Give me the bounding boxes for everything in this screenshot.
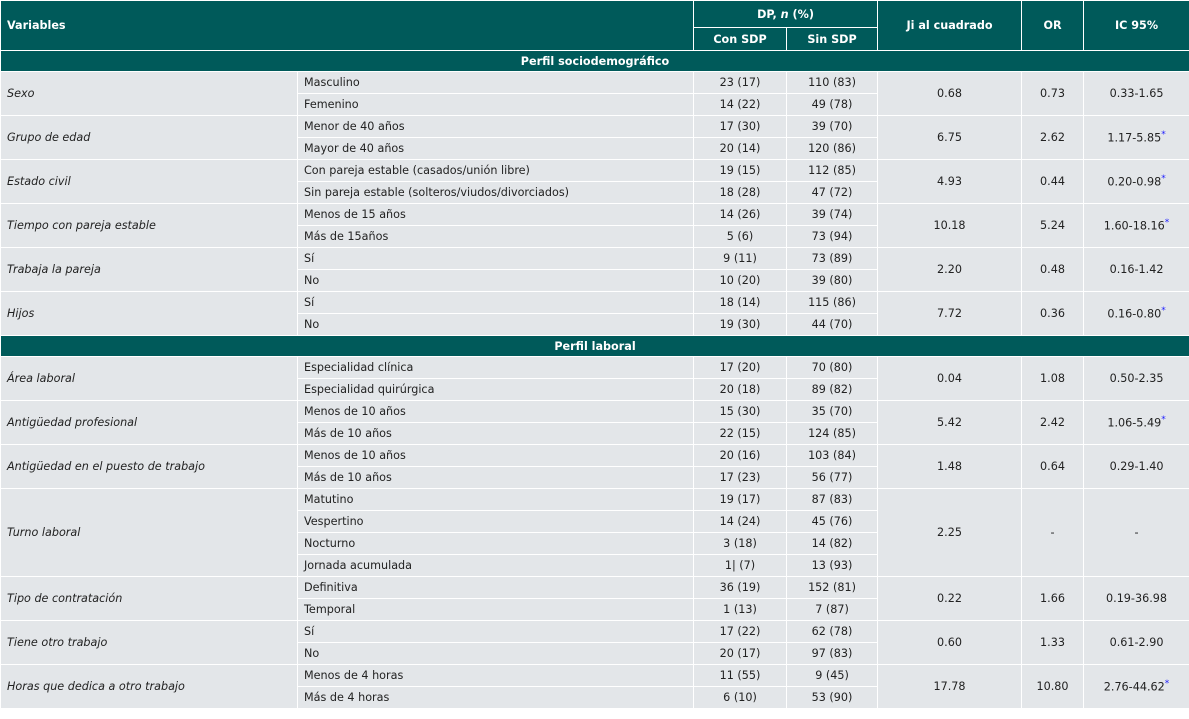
ic-value (1084, 577, 1189, 621)
sin-sdp-value: 70 (80) (787, 357, 878, 379)
ic-value (1084, 160, 1189, 204)
ji-value: 10.18 (878, 204, 1022, 248)
variable-name: Área laboral (1, 357, 298, 401)
ic-range: 1.17-5.85 (1107, 131, 1162, 145)
con-sdp-value: 6 (10) (694, 687, 787, 709)
ic-value (1084, 292, 1189, 336)
con-sdp-value: 20 (17) (694, 643, 787, 665)
header-dp: DP, n (%) (694, 1, 878, 28)
ic-value (1084, 116, 1189, 160)
ic-range: 2.76-44.62 (1103, 680, 1165, 694)
sin-sdp-value: 110 (83) (787, 72, 878, 94)
con-sdp-value: 20 (18) (694, 379, 787, 401)
header-variables: Variables (1, 1, 694, 51)
variable-name: Tiene otro trabajo (1, 621, 298, 665)
or-value: 1.33 (1022, 621, 1084, 665)
ji-value: 4.93 (878, 160, 1022, 204)
con-sdp-value: 19 (15) (694, 160, 787, 182)
table-row (1, 204, 1189, 226)
sin-sdp-value: 62 (78) (787, 621, 878, 643)
or-value: 0.36 (1022, 292, 1084, 336)
section-row (1, 51, 1189, 72)
ic-range: 0.29-1.40 (1109, 460, 1164, 473)
table-row (1, 621, 1189, 643)
category-label: Sí (298, 621, 694, 643)
ic-range: 1.06-5.49 (1107, 416, 1162, 430)
ic-value (1084, 665, 1189, 709)
ic-value (1084, 204, 1189, 248)
header-or: OR (1022, 1, 1084, 51)
category-label: No (298, 314, 694, 336)
or-value: 10.80 (1022, 665, 1084, 709)
sin-sdp-value: 39 (74) (787, 204, 878, 226)
category-label: Definitiva (298, 577, 694, 599)
table-row (1, 357, 1189, 379)
category-label: Menor de 40 años (298, 116, 694, 138)
category-label: No (298, 643, 694, 665)
sin-sdp-value: 120 (86) (787, 138, 878, 160)
ji-value: 1.48 (878, 445, 1022, 489)
ic-value (1084, 621, 1189, 665)
or-value: 0.44 (1022, 160, 1084, 204)
category-label: No (298, 270, 694, 292)
sin-sdp-value: 124 (85) (787, 423, 878, 445)
sin-sdp-value: 39 (70) (787, 116, 878, 138)
category-label: Más de 10 años (298, 423, 694, 445)
ji-value: 0.60 (878, 621, 1022, 665)
sin-sdp-value: 7 (87) (787, 599, 878, 621)
section-title: Perfil laboral (1, 336, 1189, 357)
ic-range: 0.20-0.98 (1107, 175, 1162, 189)
category-label: Nocturno (298, 533, 694, 555)
or-value: 2.42 (1022, 401, 1084, 445)
sin-sdp-value: 103 (84) (787, 445, 878, 467)
sin-sdp-value: 115 (86) (787, 292, 878, 314)
sin-sdp-value: 14 (82) (787, 533, 878, 555)
sin-sdp-value: 73 (89) (787, 248, 878, 270)
significance-asterisk: * (1164, 679, 1170, 690)
category-label: Especialidad quirúrgica (298, 379, 694, 401)
variable-name: Hijos (1, 292, 298, 336)
category-label: Sin pareja estable (solteros/viudos/divorciados) (298, 182, 694, 204)
table-row (1, 248, 1189, 270)
sin-sdp-value: 73 (94) (787, 226, 878, 248)
con-sdp-value: 22 (15) (694, 423, 787, 445)
table-row (1, 577, 1189, 599)
category-label: Con pareja estable (casados/unión libre) (298, 160, 694, 182)
table-body (1, 51, 1189, 709)
category-label: Sí (298, 248, 694, 270)
category-label: Vespertino (298, 511, 694, 533)
sin-sdp-value: 112 (85) (787, 160, 878, 182)
header-ji: Ji al cuadrado (878, 1, 1022, 51)
significance-asterisk: * (1161, 174, 1166, 185)
ic-value (1084, 445, 1189, 489)
ic-range: 0.19-36.98 (1106, 592, 1167, 605)
or-value: 0.73 (1022, 72, 1084, 116)
con-sdp-value: 14 (24) (694, 511, 787, 533)
sin-sdp-value: 53 (90) (787, 687, 878, 709)
con-sdp-value: 23 (17) (694, 72, 787, 94)
or-value: 0.48 (1022, 248, 1084, 292)
ji-value: 0.04 (878, 357, 1022, 401)
con-sdp-value: 10 (20) (694, 270, 787, 292)
table-row (1, 116, 1189, 138)
ji-value: 0.68 (878, 72, 1022, 116)
con-sdp-value: 36 (19) (694, 577, 787, 599)
con-sdp-value: 5 (6) (694, 226, 787, 248)
or-value: 2.62 (1022, 116, 1084, 160)
ji-value: 2.20 (878, 248, 1022, 292)
ji-value: 6.75 (878, 116, 1022, 160)
or-value: 1.08 (1022, 357, 1084, 401)
category-label: Temporal (298, 599, 694, 621)
category-label: Más de 15años (298, 226, 694, 248)
header-ic: IC 95% (1084, 1, 1189, 51)
or-value: 1.66 (1022, 577, 1084, 621)
significance-asterisk: * (1161, 130, 1166, 141)
variable-name: Antigüedad profesional (1, 401, 298, 445)
con-sdp-value: 19 (17) (694, 489, 787, 511)
variable-name: Horas que dedica a otro trabajo (1, 665, 298, 709)
ic-range: 1.60-18.16 (1103, 219, 1165, 233)
or-value: 0.64 (1022, 445, 1084, 489)
con-sdp-value: 17 (20) (694, 357, 787, 379)
con-sdp-value: 14 (26) (694, 204, 787, 226)
variable-name: Sexo (1, 72, 298, 116)
category-label: Sí (298, 292, 694, 314)
con-sdp-value: 18 (28) (694, 182, 787, 204)
con-sdp-value: 3 (18) (694, 533, 787, 555)
con-sdp-value: 1 (13) (694, 599, 787, 621)
ic-range: 0.16-0.80 (1107, 307, 1162, 321)
variable-name: Tipo de contratación (1, 577, 298, 621)
category-label: Más de 4 horas (298, 687, 694, 709)
sin-sdp-value: 56 (77) (787, 467, 878, 489)
variable-name: Estado civil (1, 160, 298, 204)
sin-sdp-value: 47 (72) (787, 182, 878, 204)
sin-sdp-value: 9 (45) (787, 665, 878, 687)
category-label: Más de 10 años (298, 467, 694, 489)
variable-name: Grupo de edad (1, 116, 298, 160)
sin-sdp-value: 152 (81) (787, 577, 878, 599)
significance-asterisk: * (1161, 306, 1166, 317)
ic-range: - (1134, 526, 1139, 539)
con-sdp-value: 1| (7) (694, 555, 787, 577)
con-sdp-value: 17 (23) (694, 467, 787, 489)
header-sin-sdp: Sin SDP (787, 28, 878, 51)
ic-value (1084, 72, 1189, 116)
ji-value: 5.42 (878, 401, 1022, 445)
sin-sdp-value: 87 (83) (787, 489, 878, 511)
sin-sdp-value: 89 (82) (787, 379, 878, 401)
con-sdp-value: 17 (30) (694, 116, 787, 138)
sin-sdp-value: 49 (78) (787, 94, 878, 116)
category-label: Especialidad clínica (298, 357, 694, 379)
ji-value: 0.22 (878, 577, 1022, 621)
con-sdp-value: 20 (16) (694, 445, 787, 467)
con-sdp-value: 9 (11) (694, 248, 787, 270)
variable-name: Trabaja la pareja (1, 248, 298, 292)
table-header (1, 1, 1189, 51)
sin-sdp-value: 35 (70) (787, 401, 878, 423)
table-row (1, 72, 1189, 94)
category-label: Mayor de 40 años (298, 138, 694, 160)
category-label: Menos de 10 años (298, 401, 694, 423)
con-sdp-value: 17 (22) (694, 621, 787, 643)
ic-range: 0.33-1.65 (1109, 87, 1164, 100)
table-row (1, 160, 1189, 182)
ic-range: 0.61-2.90 (1109, 636, 1164, 649)
variable-name: Turno laboral (1, 489, 298, 577)
table-row (1, 665, 1189, 687)
sin-sdp-value: 44 (70) (787, 314, 878, 336)
ji-value: 2.25 (878, 489, 1022, 577)
category-label: Jornada acumulada (298, 555, 694, 577)
ic-value (1084, 401, 1189, 445)
category-label: Femenino (298, 94, 694, 116)
table-row (1, 489, 1189, 511)
con-sdp-value: 20 (14) (694, 138, 787, 160)
header-con-sdp: Con SDP (694, 28, 787, 51)
table-row (1, 401, 1189, 423)
category-label: Masculino (298, 72, 694, 94)
category-label: Menos de 15 años (298, 204, 694, 226)
table-row (1, 445, 1189, 467)
con-sdp-value: 19 (30) (694, 314, 787, 336)
variable-name: Antigüedad en el puesto de trabajo (1, 445, 298, 489)
con-sdp-value: 11 (55) (694, 665, 787, 687)
sin-sdp-value: 97 (83) (787, 643, 878, 665)
con-sdp-value: 14 (22) (694, 94, 787, 116)
variable-name: Tiempo con pareja estable (1, 204, 298, 248)
sin-sdp-value: 39 (80) (787, 270, 878, 292)
ji-value: 7.72 (878, 292, 1022, 336)
significance-asterisk: * (1164, 218, 1170, 229)
section-row (1, 336, 1189, 357)
category-label: Menos de 4 horas (298, 665, 694, 687)
con-sdp-value: 15 (30) (694, 401, 787, 423)
or-value: 5.24 (1022, 204, 1084, 248)
ic-value (1084, 489, 1189, 577)
ic-range: 0.50-2.35 (1109, 372, 1164, 385)
category-label: Menos de 10 años (298, 445, 694, 467)
significance-asterisk: * (1161, 415, 1166, 426)
section-title: Perfil sociodemográfico (1, 51, 1189, 72)
table-row (1, 292, 1189, 314)
or-value: - (1022, 489, 1084, 577)
ic-range: 0.16-1.42 (1109, 263, 1164, 276)
sin-sdp-value: 45 (76) (787, 511, 878, 533)
ic-value (1084, 248, 1189, 292)
sin-sdp-value: 13 (93) (787, 555, 878, 577)
category-label: Matutino (298, 489, 694, 511)
con-sdp-value: 18 (14) (694, 292, 787, 314)
ji-value: 17.78 (878, 665, 1022, 709)
ic-value (1084, 357, 1189, 401)
